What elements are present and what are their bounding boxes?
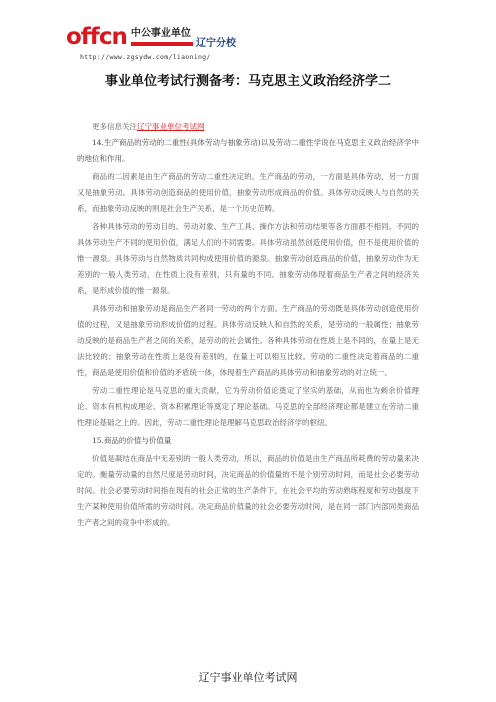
article-body [77,119,419,531]
page-header [0,0,496,66]
logo-name: 中公事业单位 [130,28,191,39]
offcn-logo [66,24,193,50]
exam-site-link[interactable]: 辽宁事业单位考试网 [137,122,205,131]
paragraph: 价值是凝结在商品中无差别的一般人类劳动，所以，商品的价值是由生产商品所耗费的劳动量来决定的。衡量劳动量的自然尺度是劳动时间，决定商品的价值量的不是个别劳动时间，而是社会必要劳动时间。社会必要劳动时间指在现有的社会正常的生产条件下，在社会平均的劳动熟练程度和劳动强度下生产某种使用价值所需的劳动时间。决定商品价值量的社会必要劳动时间，是在同一部门内部同类商品生产者之间的竞争中形成的。 [77,454,419,527]
page-title: 事业单位考试行测备考：马克思主义政治经济学二 [104,74,391,89]
branch-name: 辽宁分校 [196,38,236,49]
more-info-line [77,119,419,135]
question-14: 14.生产商品的劳动的二重性(具体劳动与抽象劳动)以及劳动二重性学说在马克思主义政治经济学中的地位和作用。 [77,138,419,163]
logo-text [131,28,193,46]
site-url: http://www.zgsydw.com/liaoning/ [80,53,211,61]
more-info-prefix: 更多信息关注 [92,122,137,131]
logo-mark: offcn [66,23,127,50]
page-footer: 辽宁事业单位考试网 [198,671,298,684]
paragraph: 劳动二重性理论是马克思的重大贡献，它为劳动价值论奠定了坚实的基础，从而也为剩余价值理论、资本有机构成理论、资本积累理论等奠定了理论基础。马克思的全部经济理论都是建立在劳动二重性理论基础之上的。因此，劳动二重性理论是理解马克思政治经济学的枢纽。 [77,386,419,427]
logo-bar [131,42,193,46]
question-15: 15.商品的价值与价值量 [92,436,172,445]
paragraph: 具体劳动和抽象劳动是商品生产者同一劳动的两个方面。生产商品的劳动既是具体劳动创造使用价值的过程，又是抽象劳动形成价值的过程。具体劳动反映人和自然的关系，是劳动的一般属性；抽象劳动反映的是商品生产者之间的关系，是劳动的社会属性。各种具体劳动在性质上是不同的，在量上是无法比较的；抽象劳动在性质上是没有差别的，在量上可以相互比较。劳动的二重性决定着商品的二重性，商品是使用价值和价值的矛盾统一体，体现着生产商品的具体劳动和抽象劳动的对立统一。 [77,304,419,377]
paragraph: 商品的二因素是由生产商品的劳动二重性决定的。生产商品的劳动，一方面是具体劳动，另一方面又是抽象劳动。具体劳动创造商品的使用价值，抽象劳动形成商品的价值。具体劳动反映人与自然的关系，而抽象劳动反映的则是社会生产关系，是一个历史范畴。 [77,172,419,213]
paragraph: 各种具体劳动的劳动目的、劳动对象、生产工具、操作方法和劳动结果等各方面都不相同。不同的具体劳动生产不同的使用价值，满足人们的不同需要。具体劳动虽然创造使用价值，但不是使用价值的惟一源泉。具体劳动与自然物质共同构成使用价值的源泉。抽象劳动创造商品的价值，抽象劳动作为无差别的一般人类劳动，在性质上没有差别，只有量的不同。抽象劳动体现着商品生产者之间的经济关系，是形成价值的惟一源泉。 [77,222,419,295]
